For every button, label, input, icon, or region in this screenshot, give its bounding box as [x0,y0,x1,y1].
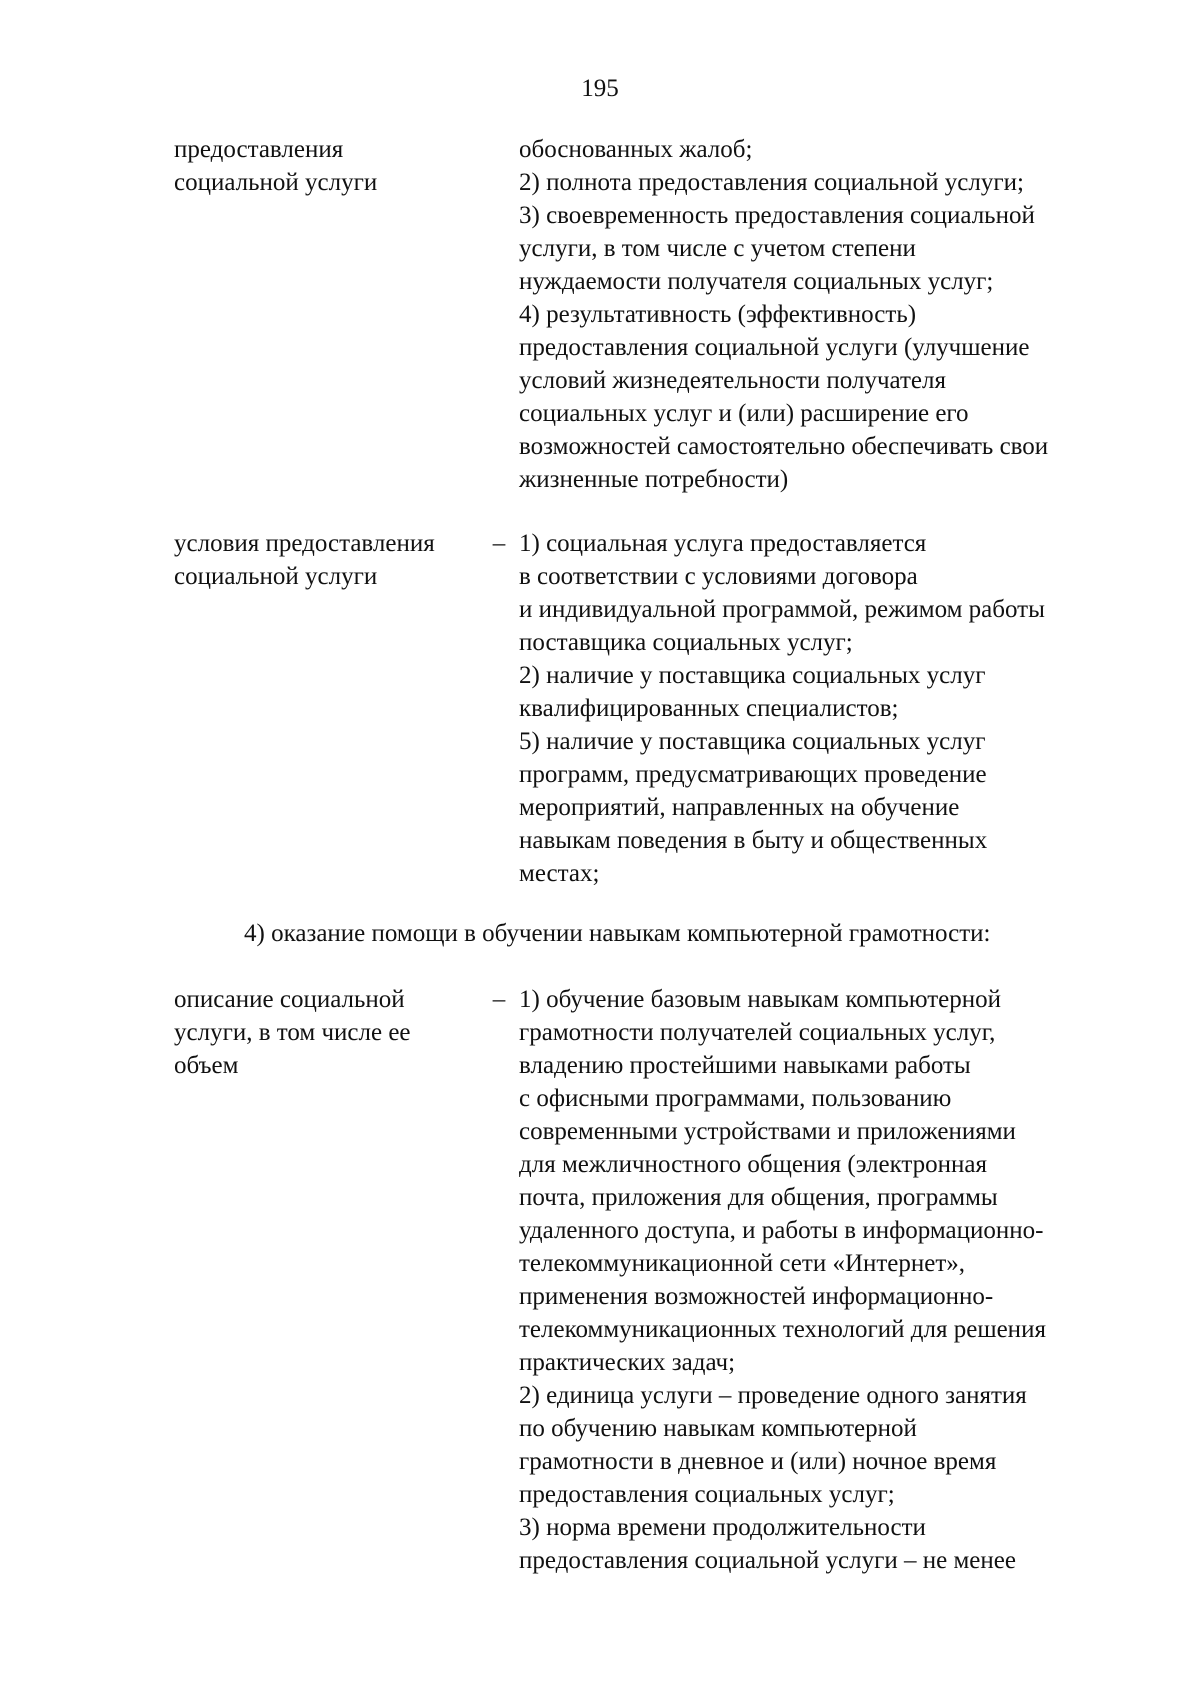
row-value-line: грамотности получателей социальных услуг, [519,1019,996,1046]
row-value-line: практических задач; [519,1349,736,1376]
row-value-line: по обучению навыкам компьютерной [519,1415,917,1442]
row-value-line: 3) своевременность предоставления социальной [519,202,1035,229]
row-dash: – [492,986,506,1013]
row-label-line: описание социальной [174,986,405,1013]
row-value-line: телекоммуникационных технологий для решения [519,1316,1046,1343]
row-value-line: 2) единица услуги – проведение одного занятия [519,1382,1027,1409]
row-value [519,527,1139,890]
row-label-line: предоставления [174,136,344,163]
row-value [519,983,1139,1577]
row-label-line: объем [174,1052,239,1079]
row-value-line: квалифицированных специалистов; [519,695,899,722]
row-value-line: местах; [519,860,600,887]
row-value-line: навыкам поведения в быту и общественных [519,827,988,854]
row-value-line: социальных услуг и (или) расширение его [519,400,969,427]
row-value-line: условий жизнедеятельности получателя [519,367,946,394]
row-label-line: услуги, в том числе ее [174,1019,411,1046]
row-value-line: с офисными программами, пользованию [519,1085,952,1112]
row-dash: – [492,530,506,557]
row-value-line: 2) полнота предоставления социальной услуги; [519,169,1024,196]
row-value-line: 3) норма времени продолжительности [519,1514,926,1541]
row-value-line: применения возможностей информационно- [519,1283,994,1310]
row-value-line: 2) наличие у поставщика социальных услуг [519,662,986,689]
row-value-line: и индивидуальной программой, режимом работы [519,596,1045,623]
row-value-line: предоставления социальных услуг; [519,1481,895,1508]
row-value-line: услуги, в том числе с учетом степени [519,235,916,262]
row-value-line: почта, приложения для общения, программы [519,1184,998,1211]
row-value-line: 1) обучение базовым навыкам компьютерной [519,986,1001,1013]
row-value-line: 1) социальная услуга предоставляется [519,530,927,557]
row-value-line: обоснованных жалоб; [519,136,753,163]
row-value-line: 5) наличие у поставщика социальных услуг [519,728,986,755]
row-value-line: предоставления социальной услуги (улучшение [519,334,1030,361]
row-label [174,133,484,199]
row-value-line: возможностей самостоятельно обеспечивать свои [519,433,1049,460]
row-value-line: для межличностного общения (электронная [519,1151,987,1178]
row-label [174,527,484,593]
row-value-line: грамотности в дневное и (или) ночное время [519,1448,997,1475]
row-value-line: мероприятий, направленных на обучение [519,794,960,821]
row-value-line: жизненные потребности) [519,466,789,493]
row-label-line: социальной услуги [174,169,378,196]
row-value-line: 4) результативность (эффективность) [519,301,917,328]
row-value-line: современными устройствами и приложениями [519,1118,1016,1145]
row-value [519,133,1139,496]
row-value-line: в соответствии с условиями договора [519,563,918,590]
row-value-line: нуждаемости получателя социальных услуг; [519,268,994,295]
row-value-line: поставщика социальных услуг; [519,629,853,656]
row-value-line: владению простейшими навыками работы [519,1052,971,1079]
row-label-line: условия предоставления [174,530,435,557]
row-value-line: удаленного доступа, и работы в информационно- [519,1217,1044,1244]
row-value-line: программ, предусматривающих проведение [519,761,987,788]
page-number: 195 [581,75,619,102]
row-value-line: телекоммуникационной сети «Интернет», [519,1250,966,1277]
row-label-line: социальной услуги [174,563,378,590]
section-heading: 4) оказание помощи в обучении навыкам компьютерной грамотности: [244,920,991,947]
row-value-line: предоставления социальной услуги – не менее [519,1547,1016,1574]
row-label [174,983,484,1082]
